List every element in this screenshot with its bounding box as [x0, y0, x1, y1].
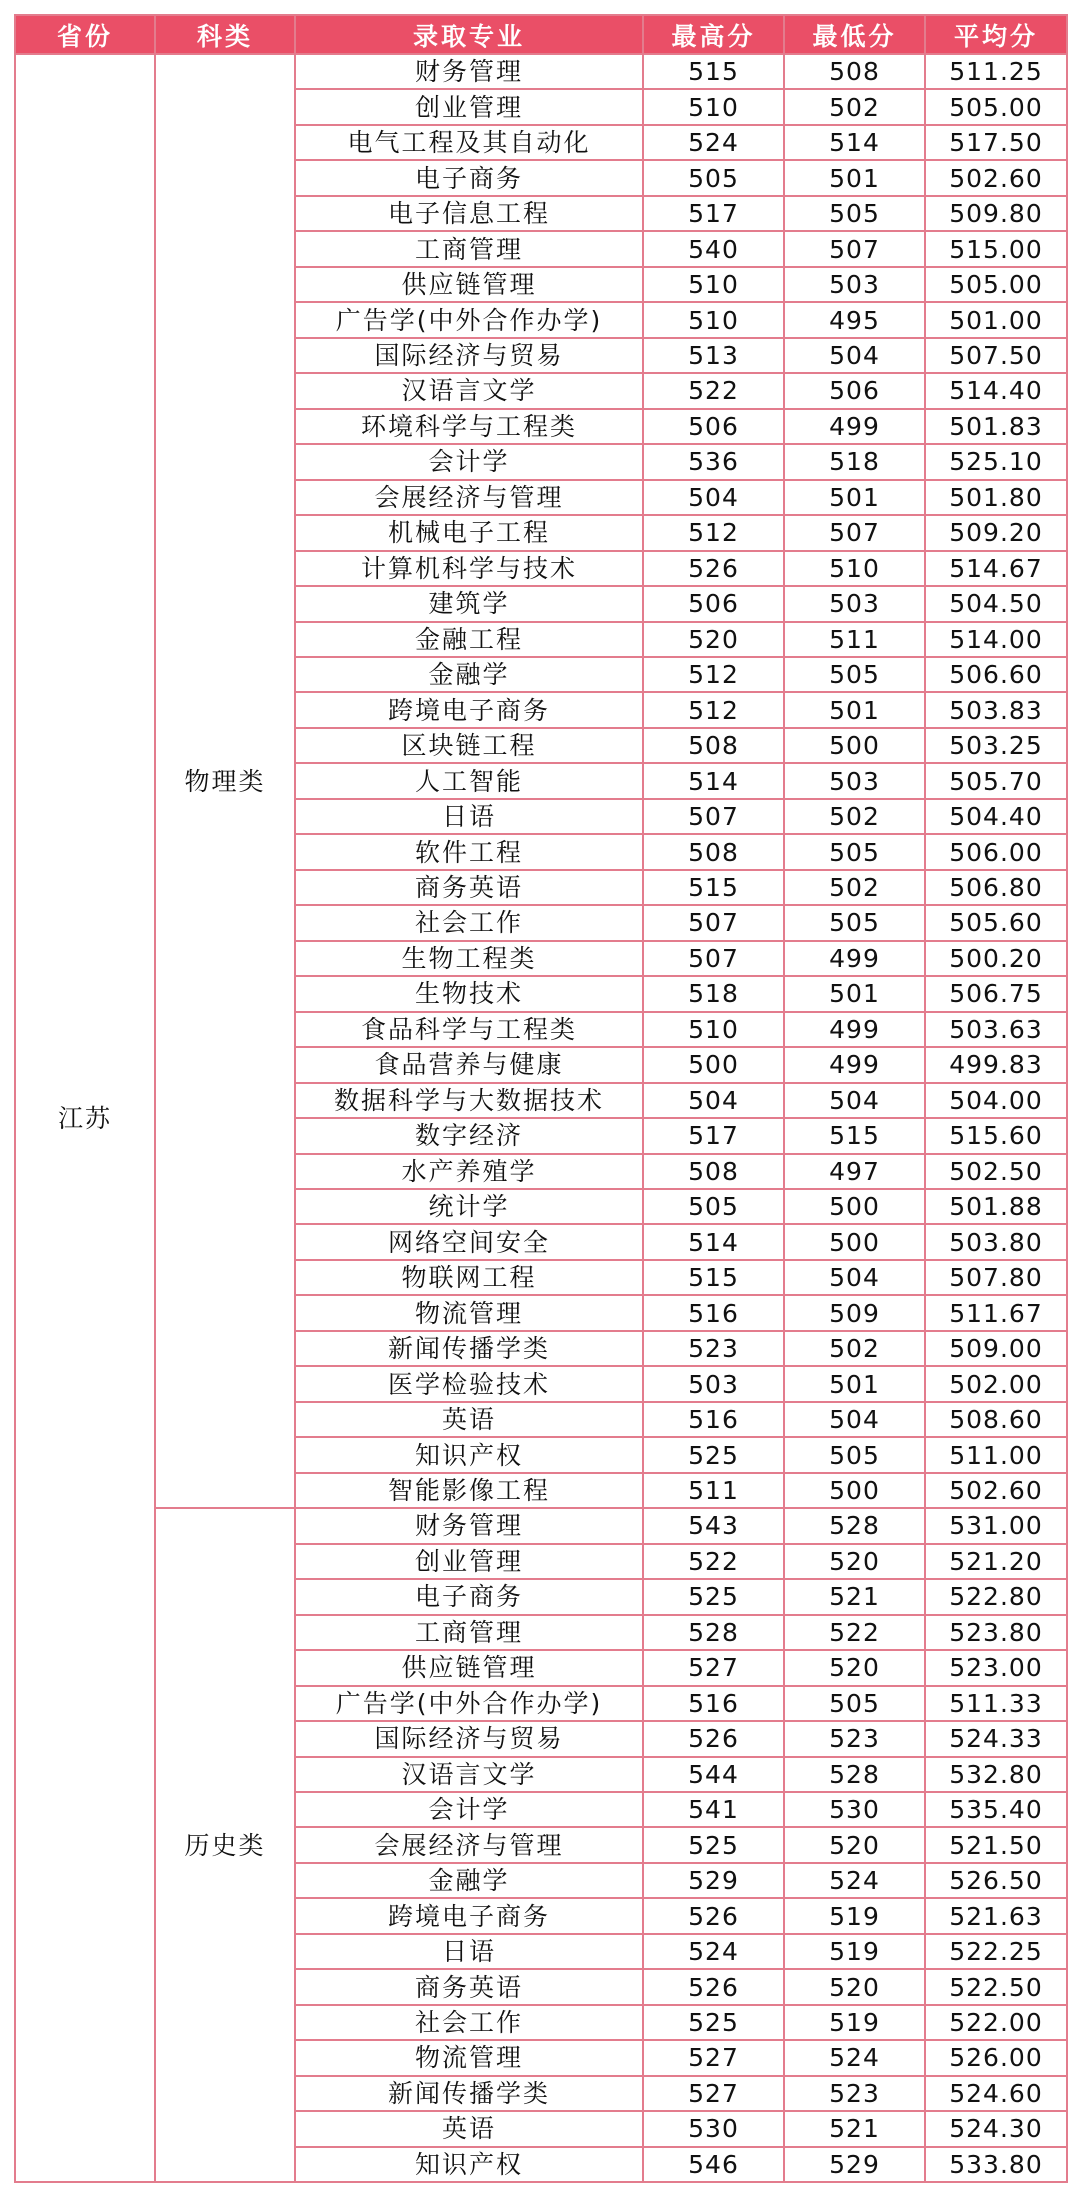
major-cell: 会展经济与管理: [295, 480, 643, 515]
max-score-cell: 524: [643, 1934, 784, 1969]
major-cell: 机械电子工程: [295, 515, 643, 550]
max-score-cell: 541: [643, 1792, 784, 1827]
avg-score-cell: 504.00: [925, 1083, 1067, 1118]
min-score-cell: 501: [784, 480, 925, 515]
min-score-cell: 500: [784, 1473, 925, 1508]
min-score-cell: 500: [784, 728, 925, 763]
min-score-cell: 522: [784, 1615, 925, 1650]
min-score-cell: 520: [784, 1827, 925, 1862]
max-score-cell: 515: [643, 870, 784, 905]
min-score-cell: 506: [784, 373, 925, 408]
major-cell: 人工智能: [295, 763, 643, 798]
avg-score-cell: 503.83: [925, 692, 1067, 727]
min-score-cell: 528: [784, 1757, 925, 1792]
max-score-cell: 546: [643, 2147, 784, 2182]
avg-score-cell: 506.75: [925, 976, 1067, 1011]
avg-score-cell: 521.63: [925, 1898, 1067, 1933]
major-cell: 国际经济与贸易: [295, 1721, 643, 1756]
major-cell: 电子信息工程: [295, 196, 643, 231]
min-score-cell: 500: [784, 1189, 925, 1224]
max-score-cell: 512: [643, 692, 784, 727]
min-score-cell: 518: [784, 444, 925, 479]
min-score-cell: 524: [784, 1863, 925, 1898]
avg-score-cell: 511.67: [925, 1295, 1067, 1330]
major-cell: 统计学: [295, 1189, 643, 1224]
major-cell: 创业管理: [295, 1544, 643, 1579]
avg-score-cell: 504.50: [925, 586, 1067, 621]
avg-score-cell: 522.80: [925, 1579, 1067, 1614]
avg-score-cell: 507.50: [925, 338, 1067, 373]
major-cell: 国际经济与贸易: [295, 338, 643, 373]
major-cell: 供应链管理: [295, 1650, 643, 1685]
avg-score-cell: 505.00: [925, 267, 1067, 302]
table-header: [15, 15, 1067, 54]
avg-score-cell: 526.00: [925, 2040, 1067, 2075]
max-score-cell: 508: [643, 728, 784, 763]
min-score-cell: 505: [784, 1686, 925, 1721]
max-score-cell: 507: [643, 941, 784, 976]
max-score-cell: 506: [643, 409, 784, 444]
max-score-cell: 516: [643, 1686, 784, 1721]
avg-score-cell: 511.33: [925, 1686, 1067, 1721]
avg-score-cell: 503.63: [925, 1012, 1067, 1047]
max-score-cell: 524: [643, 125, 784, 160]
avg-score-cell: 521.50: [925, 1827, 1067, 1862]
min-score-cell: 519: [784, 2005, 925, 2040]
max-score-cell: 526: [643, 551, 784, 586]
max-score-cell: 504: [643, 480, 784, 515]
major-cell: 英语: [295, 1402, 643, 1437]
min-score-cell: 503: [784, 763, 925, 798]
max-score-cell: 505: [643, 160, 784, 195]
max-score-cell: 525: [643, 1827, 784, 1862]
avg-score-cell: 532.80: [925, 1757, 1067, 1792]
header-major: 录取专业: [295, 15, 643, 54]
major-cell: 金融工程: [295, 622, 643, 657]
major-cell: 跨境电子商务: [295, 1898, 643, 1933]
major-cell: 新闻传播学类: [295, 1331, 643, 1366]
max-score-cell: 503: [643, 1366, 784, 1401]
major-cell: 社会工作: [295, 905, 643, 940]
max-score-cell: 506: [643, 586, 784, 621]
major-cell: 日语: [295, 799, 643, 834]
max-score-cell: 536: [643, 444, 784, 479]
avg-score-cell: 511.00: [925, 1437, 1067, 1472]
min-score-cell: 505: [784, 1437, 925, 1472]
avg-score-cell: 525.10: [925, 444, 1067, 479]
major-cell: 金融学: [295, 1863, 643, 1898]
avg-score-cell: 514.00: [925, 622, 1067, 657]
major-cell: 生物技术: [295, 976, 643, 1011]
major-cell: 医学检验技术: [295, 1366, 643, 1401]
max-score-cell: 522: [643, 373, 784, 408]
max-score-cell: 526: [643, 1898, 784, 1933]
avg-score-cell: 502.60: [925, 160, 1067, 195]
avg-score-cell: 501.83: [925, 409, 1067, 444]
avg-score-cell: 505.00: [925, 89, 1067, 124]
min-score-cell: 504: [784, 1402, 925, 1437]
major-cell: 电子商务: [295, 1579, 643, 1614]
avg-score-cell: 535.40: [925, 1792, 1067, 1827]
avg-score-cell: 524.33: [925, 1721, 1067, 1756]
max-score-cell: 526: [643, 1969, 784, 2004]
max-score-cell: 517: [643, 196, 784, 231]
min-score-cell: 520: [784, 1650, 925, 1685]
max-score-cell: 510: [643, 302, 784, 337]
category-cell: 物理类: [155, 54, 295, 1508]
max-score-cell: 514: [643, 763, 784, 798]
table-body: [15, 54, 1067, 2182]
avg-score-cell: 515.00: [925, 231, 1067, 266]
max-score-cell: 525: [643, 1437, 784, 1472]
avg-score-cell: 514.67: [925, 551, 1067, 586]
max-score-cell: 528: [643, 1615, 784, 1650]
avg-score-cell: 501.88: [925, 1189, 1067, 1224]
min-score-cell: 510: [784, 551, 925, 586]
max-score-cell: 510: [643, 89, 784, 124]
avg-score-cell: 502.60: [925, 1473, 1067, 1508]
avg-score-cell: 500.20: [925, 941, 1067, 976]
max-score-cell: 508: [643, 1154, 784, 1189]
max-score-cell: 512: [643, 657, 784, 692]
min-score-cell: 520: [784, 1969, 925, 2004]
max-score-cell: 510: [643, 1012, 784, 1047]
major-cell: 知识产权: [295, 1437, 643, 1472]
header-row: [15, 15, 1067, 54]
major-cell: 日语: [295, 1934, 643, 1969]
header-province: 省份: [15, 15, 155, 54]
min-score-cell: 530: [784, 1792, 925, 1827]
min-score-cell: 504: [784, 1083, 925, 1118]
major-cell: 物流管理: [295, 2040, 643, 2075]
min-score-cell: 505: [784, 905, 925, 940]
min-score-cell: 524: [784, 2040, 925, 2075]
major-cell: 社会工作: [295, 2005, 643, 2040]
min-score-cell: 504: [784, 338, 925, 373]
major-cell: 知识产权: [295, 2147, 643, 2182]
avg-score-cell: 499.83: [925, 1047, 1067, 1082]
max-score-cell: 515: [643, 1260, 784, 1295]
min-score-cell: 511: [784, 622, 925, 657]
max-score-cell: 510: [643, 267, 784, 302]
min-score-cell: 501: [784, 1366, 925, 1401]
min-score-cell: 499: [784, 1012, 925, 1047]
min-score-cell: 501: [784, 160, 925, 195]
major-cell: 会计学: [295, 444, 643, 479]
min-score-cell: 503: [784, 586, 925, 621]
major-cell: 英语: [295, 2111, 643, 2146]
major-cell: 跨境电子商务: [295, 692, 643, 727]
min-score-cell: 501: [784, 976, 925, 1011]
max-score-cell: 507: [643, 905, 784, 940]
major-cell: 智能影像工程: [295, 1473, 643, 1508]
max-score-cell: 511: [643, 1473, 784, 1508]
min-score-cell: 519: [784, 1898, 925, 1933]
min-score-cell: 499: [784, 409, 925, 444]
max-score-cell: 522: [643, 1544, 784, 1579]
min-score-cell: 501: [784, 692, 925, 727]
major-cell: 环境科学与工程类: [295, 409, 643, 444]
major-cell: 会展经济与管理: [295, 1827, 643, 1862]
avg-score-cell: 503.25: [925, 728, 1067, 763]
avg-score-cell: 514.40: [925, 373, 1067, 408]
max-score-cell: 516: [643, 1402, 784, 1437]
max-score-cell: 505: [643, 1189, 784, 1224]
max-score-cell: 525: [643, 1579, 784, 1614]
min-score-cell: 523: [784, 2076, 925, 2111]
major-cell: 会计学: [295, 1792, 643, 1827]
max-score-cell: 515: [643, 54, 784, 89]
max-score-cell: 525: [643, 2005, 784, 2040]
min-score-cell: 502: [784, 1331, 925, 1366]
min-score-cell: 503: [784, 267, 925, 302]
max-score-cell: 529: [643, 1863, 784, 1898]
avg-score-cell: 522.50: [925, 1969, 1067, 2004]
avg-score-cell: 522.25: [925, 1934, 1067, 1969]
major-cell: 工商管理: [295, 1615, 643, 1650]
avg-score-cell: 505.60: [925, 905, 1067, 940]
major-cell: 新闻传播学类: [295, 2076, 643, 2111]
min-score-cell: 521: [784, 1579, 925, 1614]
major-cell: 计算机科学与技术: [295, 551, 643, 586]
max-score-cell: 520: [643, 622, 784, 657]
min-score-cell: 500: [784, 1224, 925, 1259]
min-score-cell: 514: [784, 125, 925, 160]
major-cell: 物流管理: [295, 1295, 643, 1330]
max-score-cell: 518: [643, 976, 784, 1011]
max-score-cell: 504: [643, 1083, 784, 1118]
max-score-cell: 513: [643, 338, 784, 373]
avg-score-cell: 524.60: [925, 2076, 1067, 2111]
major-cell: 电气工程及其自动化: [295, 125, 643, 160]
major-cell: 汉语言文学: [295, 1757, 643, 1792]
avg-score-cell: 507.80: [925, 1260, 1067, 1295]
major-cell: 水产养殖学: [295, 1154, 643, 1189]
major-cell: 物联网工程: [295, 1260, 643, 1295]
max-score-cell: 527: [643, 2040, 784, 2075]
min-score-cell: 502: [784, 870, 925, 905]
major-cell: 广告学(中外合作办学): [295, 302, 643, 337]
max-score-cell: 508: [643, 834, 784, 869]
province-cell: 江苏: [15, 54, 155, 2182]
min-score-cell: 495: [784, 302, 925, 337]
avg-score-cell: 506.80: [925, 870, 1067, 905]
min-score-cell: 502: [784, 89, 925, 124]
min-score-cell: 502: [784, 799, 925, 834]
max-score-cell: 516: [643, 1295, 784, 1330]
major-cell: 广告学(中外合作办学): [295, 1686, 643, 1721]
max-score-cell: 543: [643, 1508, 784, 1543]
avg-score-cell: 511.25: [925, 54, 1067, 89]
avg-score-cell: 517.50: [925, 125, 1067, 160]
avg-score-cell: 502.50: [925, 1154, 1067, 1189]
category-cell: 历史类: [155, 1508, 295, 2182]
min-score-cell: 505: [784, 196, 925, 231]
min-score-cell: 505: [784, 834, 925, 869]
max-score-cell: 527: [643, 1650, 784, 1685]
max-score-cell: 530: [643, 2111, 784, 2146]
max-score-cell: 517: [643, 1118, 784, 1153]
major-cell: 区块链工程: [295, 728, 643, 763]
min-score-cell: 520: [784, 1544, 925, 1579]
avg-score-cell: 502.00: [925, 1366, 1067, 1401]
avg-score-cell: 524.30: [925, 2111, 1067, 2146]
avg-score-cell: 509.80: [925, 196, 1067, 231]
min-score-cell: 523: [784, 1721, 925, 1756]
major-cell: 商务英语: [295, 870, 643, 905]
avg-score-cell: 506.00: [925, 834, 1067, 869]
major-cell: 软件工程: [295, 834, 643, 869]
major-cell: 商务英语: [295, 1969, 643, 2004]
avg-score-cell: 504.40: [925, 799, 1067, 834]
avg-score-cell: 509.20: [925, 515, 1067, 550]
max-score-cell: 507: [643, 799, 784, 834]
avg-score-cell: 501.00: [925, 302, 1067, 337]
min-score-cell: 528: [784, 1508, 925, 1543]
max-score-cell: 523: [643, 1331, 784, 1366]
min-score-cell: 507: [784, 515, 925, 550]
header-max-score: 最高分: [643, 15, 784, 54]
major-cell: 建筑学: [295, 586, 643, 621]
avg-score-cell: 508.60: [925, 1402, 1067, 1437]
major-cell: 财务管理: [295, 1508, 643, 1543]
max-score-cell: 540: [643, 231, 784, 266]
min-score-cell: 521: [784, 2111, 925, 2146]
table-row: [15, 1508, 1067, 1543]
avg-score-cell: 533.80: [925, 2147, 1067, 2182]
major-cell: 电子商务: [295, 160, 643, 195]
max-score-cell: 527: [643, 2076, 784, 2111]
min-score-cell: 509: [784, 1295, 925, 1330]
max-score-cell: 526: [643, 1721, 784, 1756]
major-cell: 工商管理: [295, 231, 643, 266]
avg-score-cell: 506.60: [925, 657, 1067, 692]
min-score-cell: 499: [784, 941, 925, 976]
min-score-cell: 508: [784, 54, 925, 89]
avg-score-cell: 523.00: [925, 1650, 1067, 1685]
avg-score-cell: 515.60: [925, 1118, 1067, 1153]
min-score-cell: 519: [784, 1934, 925, 1969]
min-score-cell: 505: [784, 657, 925, 692]
min-score-cell: 507: [784, 231, 925, 266]
min-score-cell: 515: [784, 1118, 925, 1153]
min-score-cell: 504: [784, 1260, 925, 1295]
header-min-score: 最低分: [784, 15, 925, 54]
major-cell: 财务管理: [295, 54, 643, 89]
header-category: 科类: [155, 15, 295, 54]
avg-score-cell: 509.00: [925, 1331, 1067, 1366]
major-cell: 食品科学与工程类: [295, 1012, 643, 1047]
max-score-cell: 512: [643, 515, 784, 550]
major-cell: 生物工程类: [295, 941, 643, 976]
admission-score-table: [14, 14, 1068, 2183]
major-cell: 汉语言文学: [295, 373, 643, 408]
major-cell: 数字经济: [295, 1118, 643, 1153]
major-cell: 网络空间安全: [295, 1224, 643, 1259]
avg-score-cell: 522.00: [925, 2005, 1067, 2040]
max-score-cell: 500: [643, 1047, 784, 1082]
avg-score-cell: 521.20: [925, 1544, 1067, 1579]
major-cell: 供应链管理: [295, 267, 643, 302]
avg-score-cell: 531.00: [925, 1508, 1067, 1543]
major-cell: 金融学: [295, 657, 643, 692]
major-cell: 食品营养与健康: [295, 1047, 643, 1082]
avg-score-cell: 501.80: [925, 480, 1067, 515]
min-score-cell: 529: [784, 2147, 925, 2182]
max-score-cell: 544: [643, 1757, 784, 1792]
major-cell: 数据科学与大数据技术: [295, 1083, 643, 1118]
avg-score-cell: 505.70: [925, 763, 1067, 798]
min-score-cell: 497: [784, 1154, 925, 1189]
avg-score-cell: 503.80: [925, 1224, 1067, 1259]
admission-table-container: [14, 14, 1066, 2183]
max-score-cell: 514: [643, 1224, 784, 1259]
header-avg-score: 平均分: [925, 15, 1067, 54]
table-row: [15, 54, 1067, 89]
avg-score-cell: 523.80: [925, 1615, 1067, 1650]
avg-score-cell: 526.50: [925, 1863, 1067, 1898]
major-cell: 创业管理: [295, 89, 643, 124]
min-score-cell: 499: [784, 1047, 925, 1082]
